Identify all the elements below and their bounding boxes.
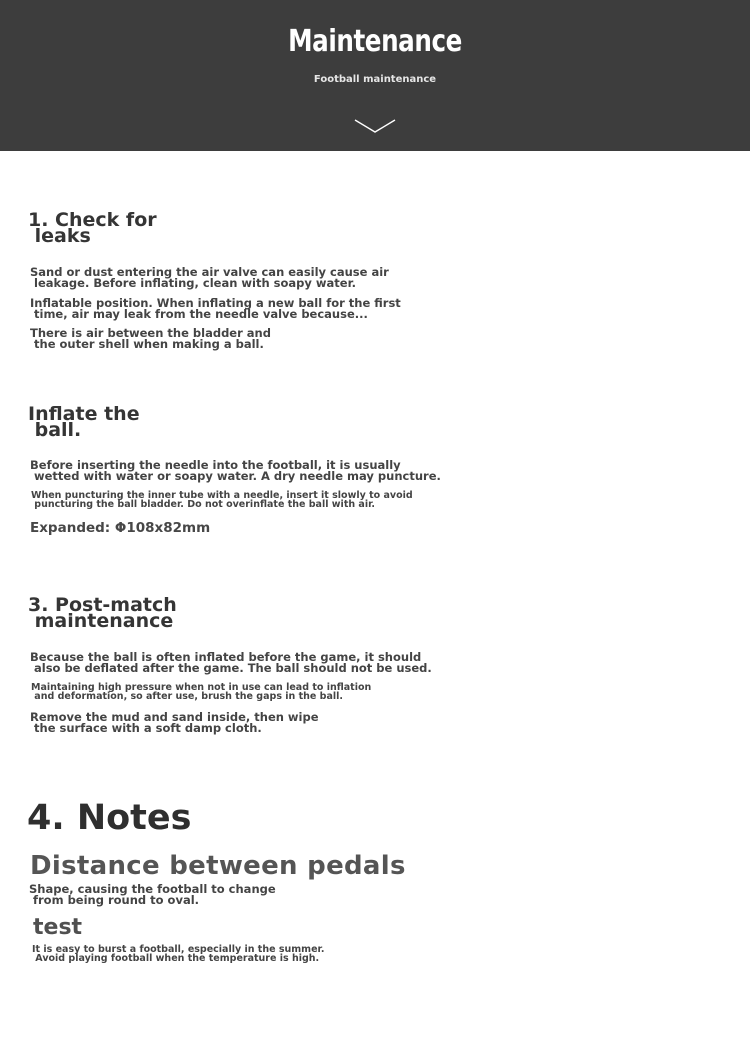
section-2-paragraph: Before inserting the needle into the football, it is usually wetted with water or soapy water. A dry needle may puncture. [30, 458, 441, 483]
section-3-paragraph: Maintaining high pressure when not in use can lead to inflation and deformation, so after use, brush the gaps in the ball. [31, 682, 372, 702]
notes-title: 4. Notes [27, 798, 192, 838]
section-1-paragraph: There is air between the bladder and the outer shell when making a ball. [30, 326, 271, 351]
notes-paragraph: It is easy to burst a football, especially in the summer. Avoid playing football when the temperature is high. [32, 944, 325, 964]
section-title-inflate-ball: Inflate the ball. [28, 403, 140, 441]
notes-subheading: Distance between pedals [30, 851, 406, 881]
section-3-paragraph: Because the ball is often inflated before the game, it should also be deflated after the game. The ball should not be used. [30, 650, 432, 675]
section-2-paragraph: When puncturing the inner tube with a needle, insert it slowly to avoid puncturing the ball bladder. Do not overinflate the ball with air. [31, 490, 413, 510]
notes-test-heading: test [33, 915, 83, 940]
notes-paragraph: Shape, causing the football to change from being round to oval. [29, 882, 276, 907]
section-1-paragraph: Sand or dust entering the air valve can easily cause air leakage. Before inflating, clean with soapy water. [30, 265, 389, 290]
section-3-paragraph: Remove the mud and sand inside, then wipe the surface with a soft damp cloth. [30, 710, 319, 735]
page-subtitle: Football maintenance [313, 74, 437, 85]
section-title-post-match: 3. Post-match maintenance [28, 594, 177, 632]
ball-size-spec: Expanded: Φ108x82mm [30, 520, 211, 536]
page-title: Maintenance [288, 24, 462, 59]
section-title-check-leaks: 1. Check for leaks [28, 209, 157, 247]
page-header [0, 0, 750, 151]
section-1-paragraph: Inflatable position. When inflating a new ball for the first time, air may leak from the needle valve because... [30, 296, 401, 321]
chevron-down-icon [354, 118, 396, 134]
